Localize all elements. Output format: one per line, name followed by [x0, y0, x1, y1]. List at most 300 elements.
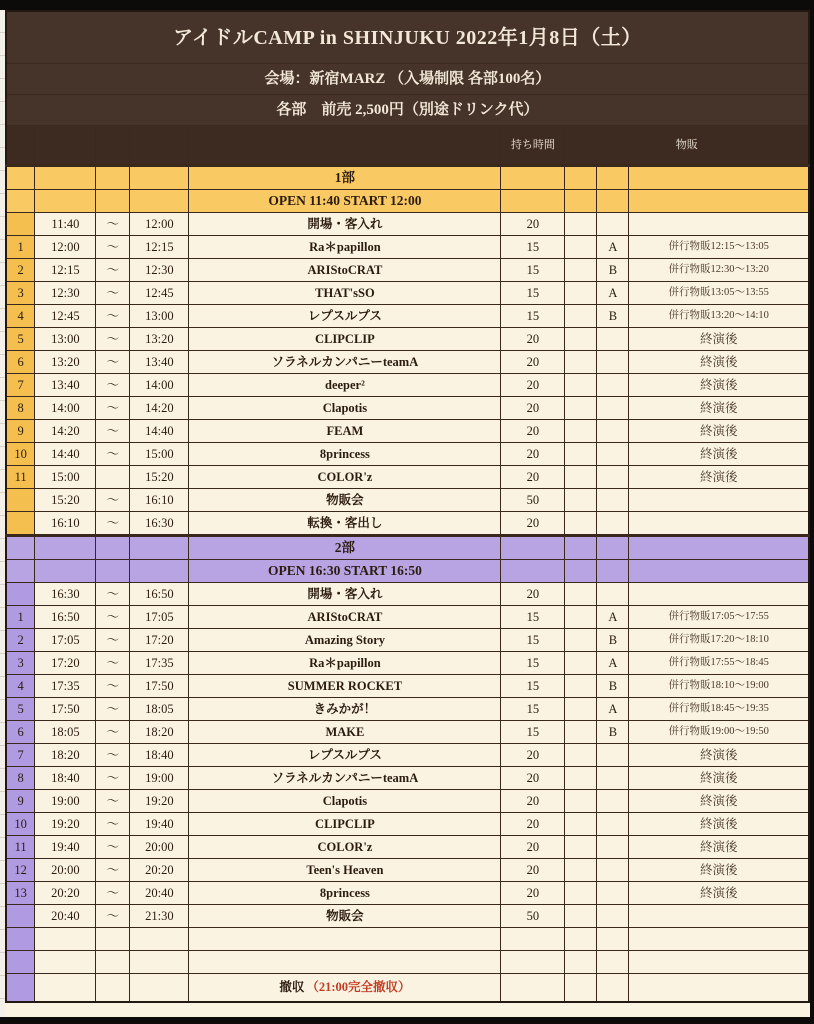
act-name-cell: [189, 675, 501, 698]
merch-info-cell: [629, 583, 809, 606]
merch-slot-cell: [597, 512, 629, 536]
tilde-cell: ～: [96, 305, 130, 328]
start-time-cell: [35, 190, 96, 213]
start-time-cell: 19:40: [35, 836, 96, 859]
tilde-cell: ～: [96, 767, 130, 790]
merch-slot-cell: [597, 583, 629, 606]
merch-slot-cell: [597, 489, 629, 512]
act-name-cell: [189, 560, 501, 583]
schedule-row: [6, 974, 809, 1003]
act-name-cell: [189, 790, 501, 813]
schedule-row: [6, 166, 809, 190]
duration-cell: [501, 951, 565, 974]
merch-info-cell: 終演後: [629, 351, 809, 374]
end-time-cell: 20:20: [130, 859, 189, 882]
row-number-cell: 2: [6, 259, 35, 282]
spare-cell: [565, 836, 597, 859]
end-time-cell: [130, 190, 189, 213]
act-name: ARIStoCRAT: [307, 609, 383, 624]
act-name: 物販会: [326, 908, 364, 923]
act-name-cell: [189, 652, 501, 675]
merch-slot-cell: [597, 790, 629, 813]
spare-cell: [565, 397, 597, 420]
schedule-row: [6, 606, 809, 629]
row-number-cell: 8: [6, 767, 35, 790]
merch-info-cell: [629, 512, 809, 536]
act-name-cell: [189, 166, 501, 190]
start-time-cell: 20:00: [35, 859, 96, 882]
act-name-cell: [189, 882, 501, 905]
end-time-cell: [130, 928, 189, 951]
act-name: レプスルプス: [307, 308, 382, 323]
act-name: CLIPCLIP: [315, 331, 375, 346]
merch-slot-cell: [597, 213, 629, 236]
tilde-cell: ～: [96, 351, 130, 374]
merch-slot-cell: B: [597, 305, 629, 328]
act-name-cell: [189, 512, 501, 536]
merch-info-cell: [629, 190, 809, 213]
tilde-cell: [96, 928, 130, 951]
start-time-cell: 18:40: [35, 767, 96, 790]
start-time-cell: 19:00: [35, 790, 96, 813]
act-name: 8princess: [319, 885, 370, 900]
tilde-cell: ～: [96, 905, 130, 928]
duration-cell: 15: [501, 675, 565, 698]
act-name-cell: [189, 951, 501, 974]
merch-info-cell: [629, 974, 809, 1003]
end-time-cell: 16:10: [130, 489, 189, 512]
merch-slot-cell: [597, 882, 629, 905]
merch-info-cell: 終演後: [629, 744, 809, 767]
row-number-cell: 1: [6, 606, 35, 629]
schedule-row: [6, 282, 809, 305]
title-row: [6, 11, 809, 64]
merch-info-cell: 終演後: [629, 813, 809, 836]
act-name: OPEN 11:40 START 12:00: [268, 193, 422, 209]
act-name: COLOR'z: [317, 469, 373, 484]
schedule-row: [6, 305, 809, 328]
end-time-cell: [130, 974, 189, 1003]
row-number-cell: [6, 951, 35, 974]
merch-info-cell: [629, 951, 809, 974]
schedule-row: [6, 698, 809, 721]
merch-info-cell: 併行物販12:15～13:05: [629, 236, 809, 259]
spare-cell: [565, 744, 597, 767]
schedule-row: [6, 190, 809, 213]
act-name: FEAM: [326, 423, 364, 438]
act-name: deeper²: [325, 377, 365, 392]
act-name-cell: [189, 859, 501, 882]
merch-info-cell: 併行物販18:45～19:35: [629, 698, 809, 721]
row-number-cell: 5: [6, 698, 35, 721]
start-time-cell: 14:20: [35, 420, 96, 443]
act-name-cell: [189, 466, 501, 489]
start-time-cell: 18:20: [35, 744, 96, 767]
merch-slot-cell: [597, 420, 629, 443]
schedule-row: [6, 675, 809, 698]
merch-info-cell: 終演後: [629, 882, 809, 905]
act-name: Ra＊papillon: [309, 239, 381, 254]
duration-cell: 20: [501, 213, 565, 236]
schedule-row: [6, 466, 809, 489]
duration-cell: 20: [501, 512, 565, 536]
act-name-cell: [189, 836, 501, 859]
schedule-row: [6, 536, 809, 560]
colhead-end-time: [130, 126, 189, 166]
schedule-row: [6, 767, 809, 790]
merch-slot-cell: B: [597, 721, 629, 744]
start-time-cell: 17:50: [35, 698, 96, 721]
duration-cell: [501, 974, 565, 1003]
schedule-row: [6, 236, 809, 259]
merch-slot-cell: [597, 974, 629, 1003]
start-time-cell: [35, 536, 96, 560]
schedule-row: [6, 583, 809, 606]
duration-cell: 50: [501, 489, 565, 512]
duration-cell: 15: [501, 236, 565, 259]
duration-cell: 20: [501, 744, 565, 767]
duration-cell: 20: [501, 859, 565, 882]
act-name-cell: [189, 489, 501, 512]
schedule-row: [6, 259, 809, 282]
spare-cell: [565, 536, 597, 560]
act-name-cell: [189, 236, 501, 259]
end-time-cell: [130, 951, 189, 974]
merch-slot-cell: [597, 351, 629, 374]
act-name-cell: [189, 744, 501, 767]
end-time-cell: 13:00: [130, 305, 189, 328]
merch-info-cell: 終演後: [629, 374, 809, 397]
start-time-cell: [35, 928, 96, 951]
end-time-cell: 14:20: [130, 397, 189, 420]
schedule-row: [6, 905, 809, 928]
schedule-row: [6, 420, 809, 443]
row-number-cell: [6, 905, 35, 928]
start-time-cell: 15:00: [35, 466, 96, 489]
end-time-cell: 18:05: [130, 698, 189, 721]
spare-cell: [565, 305, 597, 328]
act-name: SUMMER ROCKET: [287, 678, 403, 693]
act-name-cell: [189, 213, 501, 236]
start-time-cell: [35, 951, 96, 974]
spare-cell: [565, 721, 597, 744]
duration-cell: 15: [501, 652, 565, 675]
schedule-row: [6, 836, 809, 859]
tilde-cell: ～: [96, 744, 130, 767]
merch-info-cell: 終演後: [629, 420, 809, 443]
tilde-cell: ～: [96, 629, 130, 652]
tilde-cell: ～: [96, 397, 130, 420]
act-name: 8princess: [319, 446, 370, 461]
tilde-cell: ～: [96, 606, 130, 629]
spare-cell: [565, 328, 597, 351]
act-name: 転換・客出し: [307, 515, 383, 530]
merch-slot-cell: [597, 951, 629, 974]
tilde-cell: ～: [96, 374, 130, 397]
act-name-cell: [189, 190, 501, 213]
start-time-cell: 17:05: [35, 629, 96, 652]
schedule-row: [6, 790, 809, 813]
merch-slot-cell: [597, 836, 629, 859]
merch-slot-cell: [597, 397, 629, 420]
act-name-cell: [189, 721, 501, 744]
spare-cell: [565, 374, 597, 397]
spare-cell: [565, 259, 597, 282]
row-number-cell: 11: [6, 466, 35, 489]
act-name-cell: [189, 813, 501, 836]
act-name-cell: [189, 974, 501, 1003]
merch-info-cell: 終演後: [629, 328, 809, 351]
act-name: MAKE: [325, 724, 365, 739]
merch-info-cell: 終演後: [629, 836, 809, 859]
tilde-cell: ～: [96, 259, 130, 282]
end-time-cell: 13:40: [130, 351, 189, 374]
spare-cell: [565, 629, 597, 652]
spare-cell: [565, 928, 597, 951]
merch-info-cell: [629, 905, 809, 928]
merch-slot-cell: [597, 190, 629, 213]
act-name-cell: [189, 328, 501, 351]
merch-slot-cell: [597, 767, 629, 790]
schedule-row: [6, 744, 809, 767]
end-time-cell: 18:20: [130, 721, 189, 744]
spare-cell: [565, 236, 597, 259]
row-number-cell: 4: [6, 675, 35, 698]
merch-slot-cell: [597, 374, 629, 397]
tilde-cell: ～: [96, 721, 130, 744]
start-time-cell: 16:10: [35, 512, 96, 536]
end-time-cell: 12:15: [130, 236, 189, 259]
schedule-row: [6, 397, 809, 420]
act-name: 2部: [334, 540, 356, 556]
event-title: アイドルCAMP in SHINJUKU 2022年1月8日（土）: [6, 11, 809, 64]
duration-cell: 20: [501, 790, 565, 813]
tilde-cell: [96, 974, 130, 1003]
row-number-cell: 7: [6, 374, 35, 397]
schedule-row: [6, 512, 809, 536]
tilde-cell: ～: [96, 882, 130, 905]
row-number-cell: 3: [6, 282, 35, 305]
tilde-cell: ～: [96, 675, 130, 698]
spare-cell: [565, 813, 597, 836]
duration-cell: 20: [501, 351, 565, 374]
merch-slot-cell: A: [597, 606, 629, 629]
merch-info-cell: 終演後: [629, 443, 809, 466]
duration-cell: 15: [501, 282, 565, 305]
start-time-cell: [35, 974, 96, 1003]
act-name: Amazing Story: [304, 632, 386, 647]
spare-cell: [565, 489, 597, 512]
tilde-cell: ～: [96, 236, 130, 259]
merch-info-cell: 併行物販17:20～18:10: [629, 629, 809, 652]
schedule-body: [6, 166, 809, 1003]
spare-cell: [565, 905, 597, 928]
spare-cell: [565, 974, 597, 1003]
act-name: 1部: [334, 170, 356, 186]
merch-slot-cell: [597, 744, 629, 767]
row-number-cell: 6: [6, 721, 35, 744]
end-time-cell: 16:30: [130, 512, 189, 536]
colhead-start-time: [35, 126, 96, 166]
spare-cell: [565, 213, 597, 236]
end-time-cell: 17:05: [130, 606, 189, 629]
tilde-cell: [96, 466, 130, 489]
duration-cell: 20: [501, 813, 565, 836]
merch-info-cell: 終演後: [629, 790, 809, 813]
start-time-cell: 20:20: [35, 882, 96, 905]
tilde-cell: ～: [96, 489, 130, 512]
duration-cell: 20: [501, 583, 565, 606]
merch-slot-cell: A: [597, 698, 629, 721]
duration-cell: 15: [501, 606, 565, 629]
start-time-cell: [35, 166, 96, 190]
duration-cell: 20: [501, 882, 565, 905]
schedule-row: [6, 652, 809, 675]
row-number-cell: 10: [6, 443, 35, 466]
schedule-row: [6, 928, 809, 951]
row-number-cell: [6, 213, 35, 236]
row-number-cell: 1: [6, 236, 35, 259]
merch-info-cell: [629, 536, 809, 560]
colhead-duration: 持ち時間: [501, 126, 565, 166]
end-time-cell: 15:00: [130, 443, 189, 466]
duration-cell: 20: [501, 836, 565, 859]
duration-cell: 15: [501, 305, 565, 328]
spare-cell: [565, 675, 597, 698]
merch-info-cell: 終演後: [629, 767, 809, 790]
merch-info-cell: 併行物販17:55～18:45: [629, 652, 809, 675]
merch-info-cell: 併行物販13:20～14:10: [629, 305, 809, 328]
row-number-cell: [6, 974, 35, 1003]
schedule-row: [6, 351, 809, 374]
duration-cell: 20: [501, 443, 565, 466]
start-time-cell: 20:40: [35, 905, 96, 928]
duration-cell: 50: [501, 905, 565, 928]
tilde-cell: ～: [96, 813, 130, 836]
end-time-cell: 12:00: [130, 213, 189, 236]
act-name-cell: [189, 767, 501, 790]
start-time-cell: 13:40: [35, 374, 96, 397]
act-name-cell: [189, 698, 501, 721]
spare-cell: [565, 512, 597, 536]
end-time-cell: 14:00: [130, 374, 189, 397]
colhead-act-name: [189, 126, 501, 166]
schedule-row: [6, 443, 809, 466]
act-name-cell: [189, 397, 501, 420]
end-time-cell: 20:00: [130, 836, 189, 859]
row-number-cell: 12: [6, 859, 35, 882]
tilde-cell: [96, 190, 130, 213]
act-name-cell: [189, 443, 501, 466]
row-number-cell: 9: [6, 790, 35, 813]
tilde-cell: ～: [96, 698, 130, 721]
row-number-cell: 8: [6, 397, 35, 420]
merch-slot-cell: [597, 928, 629, 951]
spare-cell: [565, 443, 597, 466]
tilde-cell: ～: [96, 836, 130, 859]
act-name-cell: [189, 629, 501, 652]
merch-slot-cell: [597, 443, 629, 466]
duration-cell: 20: [501, 397, 565, 420]
duration-cell: [501, 190, 565, 213]
act-name: 開場・客入れ: [307, 586, 383, 601]
end-time-cell: 20:40: [130, 882, 189, 905]
tilde-cell: [96, 166, 130, 190]
end-time-cell: 17:35: [130, 652, 189, 675]
duration-cell: 20: [501, 466, 565, 489]
start-time-cell: 14:00: [35, 397, 96, 420]
end-time-cell: 15:20: [130, 466, 189, 489]
start-time-cell: 12:45: [35, 305, 96, 328]
schedule-row: [6, 213, 809, 236]
end-time-cell: 18:40: [130, 744, 189, 767]
start-time-cell: 12:00: [35, 236, 96, 259]
duration-cell: 15: [501, 721, 565, 744]
duration-cell: 20: [501, 328, 565, 351]
colhead-tilde: [96, 126, 130, 166]
row-number-cell: [6, 583, 35, 606]
merch-info-cell: [629, 489, 809, 512]
schedule-row: [6, 489, 809, 512]
row-number-cell: [6, 190, 35, 213]
row-number-cell: [6, 512, 35, 536]
merch-slot-cell: B: [597, 675, 629, 698]
tilde-cell: ～: [96, 512, 130, 536]
act-name: OPEN 16:30 START 16:50: [267, 563, 422, 579]
end-time-cell: 17:20: [130, 629, 189, 652]
act-name-cell: [189, 905, 501, 928]
duration-cell: [501, 166, 565, 190]
tilde-cell: ～: [96, 420, 130, 443]
tilde-cell: ～: [96, 282, 130, 305]
act-name-cell: [189, 536, 501, 560]
end-time-cell: [130, 560, 189, 583]
start-time-cell: 12:30: [35, 282, 96, 305]
spare-cell: [565, 652, 597, 675]
act-name: ソラネルカンパニーteamA: [271, 770, 419, 785]
end-time-cell: 14:40: [130, 420, 189, 443]
spare-cell: [565, 420, 597, 443]
spare-cell: [565, 882, 597, 905]
spare-cell: [565, 190, 597, 213]
merch-info-cell: [629, 166, 809, 190]
end-time-cell: 16:50: [130, 583, 189, 606]
schedule-row: [6, 721, 809, 744]
merch-info-cell: 終演後: [629, 859, 809, 882]
end-time-cell: 21:30: [130, 905, 189, 928]
merch-info-cell: 併行物販12:30～13:20: [629, 259, 809, 282]
duration-cell: 15: [501, 259, 565, 282]
start-time-cell: 18:05: [35, 721, 96, 744]
row-number-cell: 10: [6, 813, 35, 836]
start-time-cell: 16:30: [35, 583, 96, 606]
merch-info-cell: 併行物販18:10～19:00: [629, 675, 809, 698]
end-time-cell: 12:45: [130, 282, 189, 305]
duration-cell: 20: [501, 420, 565, 443]
act-name: Clapotis: [322, 793, 368, 808]
row-number-cell: 4: [6, 305, 35, 328]
duration-cell: 20: [501, 767, 565, 790]
duration-cell: 15: [501, 629, 565, 652]
spare-cell: [565, 698, 597, 721]
start-time-cell: 19:20: [35, 813, 96, 836]
end-time-cell: 19:00: [130, 767, 189, 790]
merch-info-cell: 併行物販17:05～17:55: [629, 606, 809, 629]
start-time-cell: [35, 560, 96, 583]
tilde-cell: ～: [96, 790, 130, 813]
merch-info-cell: 併行物販19:00～19:50: [629, 721, 809, 744]
price-line: 各部 前売 2,500円（別途ドリンク代）: [6, 95, 809, 126]
